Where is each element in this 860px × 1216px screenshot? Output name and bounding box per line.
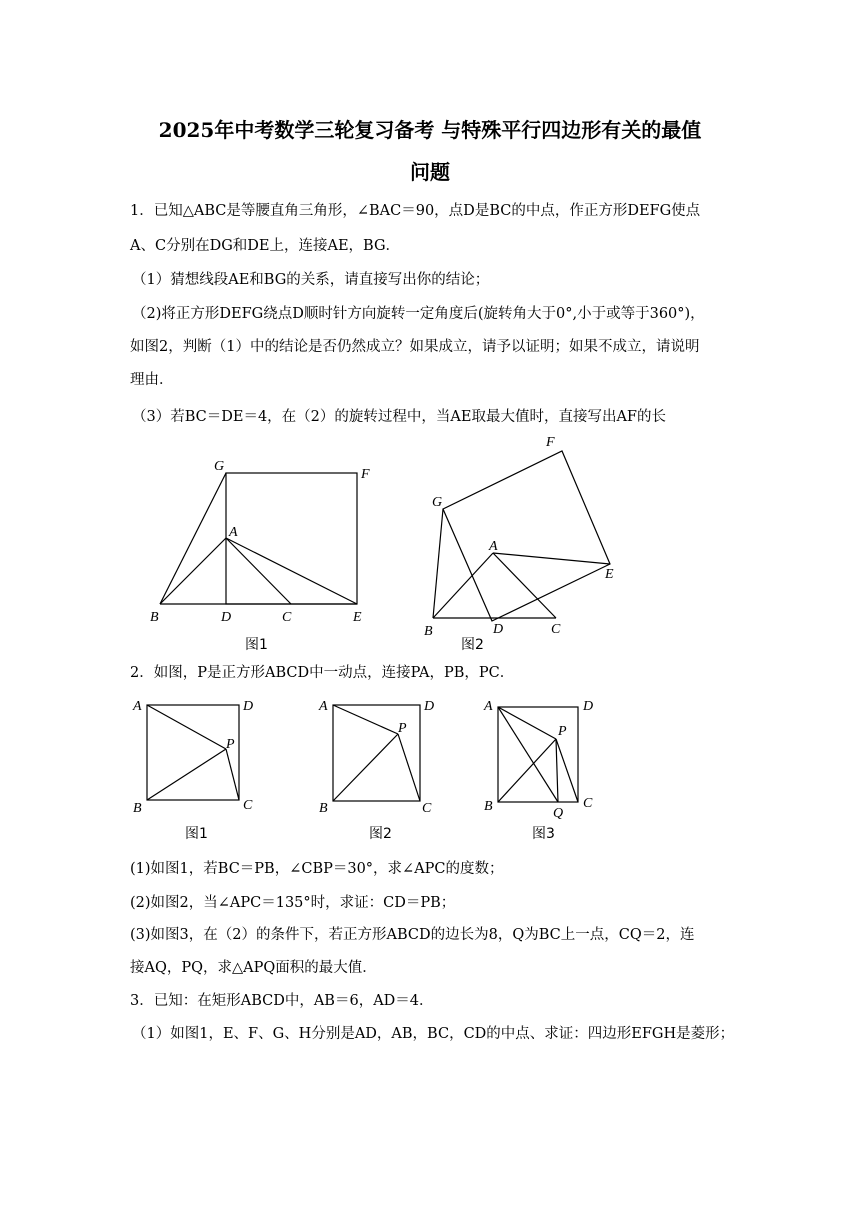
q1-line7: （3）若BC＝DE＝4，在（2）的旋转过程中，当AE取最大值时，直接写出AF的长	[132, 409, 666, 425]
q1-line6: 理由．	[130, 372, 174, 388]
label-d: D	[243, 699, 254, 714]
label-e: E	[605, 567, 614, 582]
label-a: A	[133, 699, 142, 714]
caption-fig2: 图2	[369, 826, 392, 842]
label-g: G	[214, 459, 225, 474]
caption-fig2: 图2	[461, 637, 484, 653]
q1-line2: A、C分别在DG和DE上，连接AE，BG．	[130, 238, 401, 254]
label-p: P	[398, 721, 407, 736]
q1-line1: 1．已知△ABC是等腰直角三角形，∠BAC＝90，点D是BC的中点，作正方形DEFG使点	[130, 203, 701, 219]
segment-aq	[498, 707, 558, 802]
label-b: B	[150, 610, 159, 625]
label-f: F	[361, 467, 370, 482]
label-a: A	[489, 539, 498, 554]
label-g: G	[432, 495, 443, 510]
label-d: D	[221, 610, 232, 625]
q3-line2: （1）如图1，E、F、G、H分别是AD，AB，BC，CD的中点、求证：四边形EFGH是菱形；	[132, 1026, 735, 1042]
label-b: B	[484, 799, 493, 814]
label-c: C	[583, 796, 593, 811]
q3-line1: 3．已知：在矩形ABCD中，AB＝6，AD＝4．	[130, 993, 434, 1009]
q1-line4: （2)将正方形DEFG绕点D顺时针方向旋转一定角度后(旋转角大于0°,小于或等于360°)，	[132, 306, 705, 322]
label-d: D	[583, 699, 594, 714]
label-c: C	[282, 610, 292, 625]
segment-pa	[498, 707, 556, 739]
caption-fig3: 图3	[532, 826, 555, 842]
segment-pc	[556, 739, 578, 802]
q1-line5: 如图2，判断（1）中的结论是否仍然成立？如果成立，请予以证明；如果不成立，请说明	[130, 339, 700, 355]
label-b: B	[133, 801, 142, 816]
segment-pb	[498, 739, 556, 802]
label-c: C	[243, 798, 253, 813]
label-c: C	[422, 801, 432, 816]
q2-line4: (3)如图3，在（2）的条件下，若正方形ABCD的边长为8，Q为BC上一点，CQ＝2，连	[130, 927, 695, 943]
label-a: A	[484, 699, 493, 714]
label-p: P	[226, 737, 235, 752]
label-a: A	[229, 525, 238, 540]
label-a: A	[319, 699, 328, 714]
label-d: D	[424, 699, 435, 714]
square-abcd	[498, 707, 578, 802]
label-p: P	[558, 724, 567, 739]
label-b: B	[424, 624, 433, 639]
q2-line3: (2)如图2，当∠APC＝135°时，求证：CD＝PB；	[130, 895, 456, 911]
doc-title-line1: 2025年中考数学三轮复习备考 与特殊平行四边形有关的最值	[158, 118, 702, 142]
caption-fig1: 图1	[245, 637, 268, 653]
label-c: C	[551, 622, 561, 637]
caption-fig1: 图1	[185, 826, 208, 842]
segment-pq	[556, 739, 558, 802]
label-e: E	[353, 610, 362, 625]
label-q: Q	[553, 806, 564, 821]
q1-line3: （1）猜想线段AE和BG的关系，请直接写出你的结论；	[132, 272, 490, 288]
doc-title-line2: 问题	[410, 160, 450, 184]
label-b: B	[319, 801, 328, 816]
label-d: D	[493, 622, 504, 637]
q2-line2: (1)如图1，若BC＝PB，∠CBP＝30°，求∠APC的度数；	[130, 861, 504, 877]
q2-line5: 接AQ，PQ，求△APQ面积的最大值．	[130, 960, 377, 976]
q2-line1: 2．如图，P是正方形ABCD中一动点，连接PA，PB，PC．	[130, 665, 515, 681]
label-f: F	[546, 435, 555, 450]
